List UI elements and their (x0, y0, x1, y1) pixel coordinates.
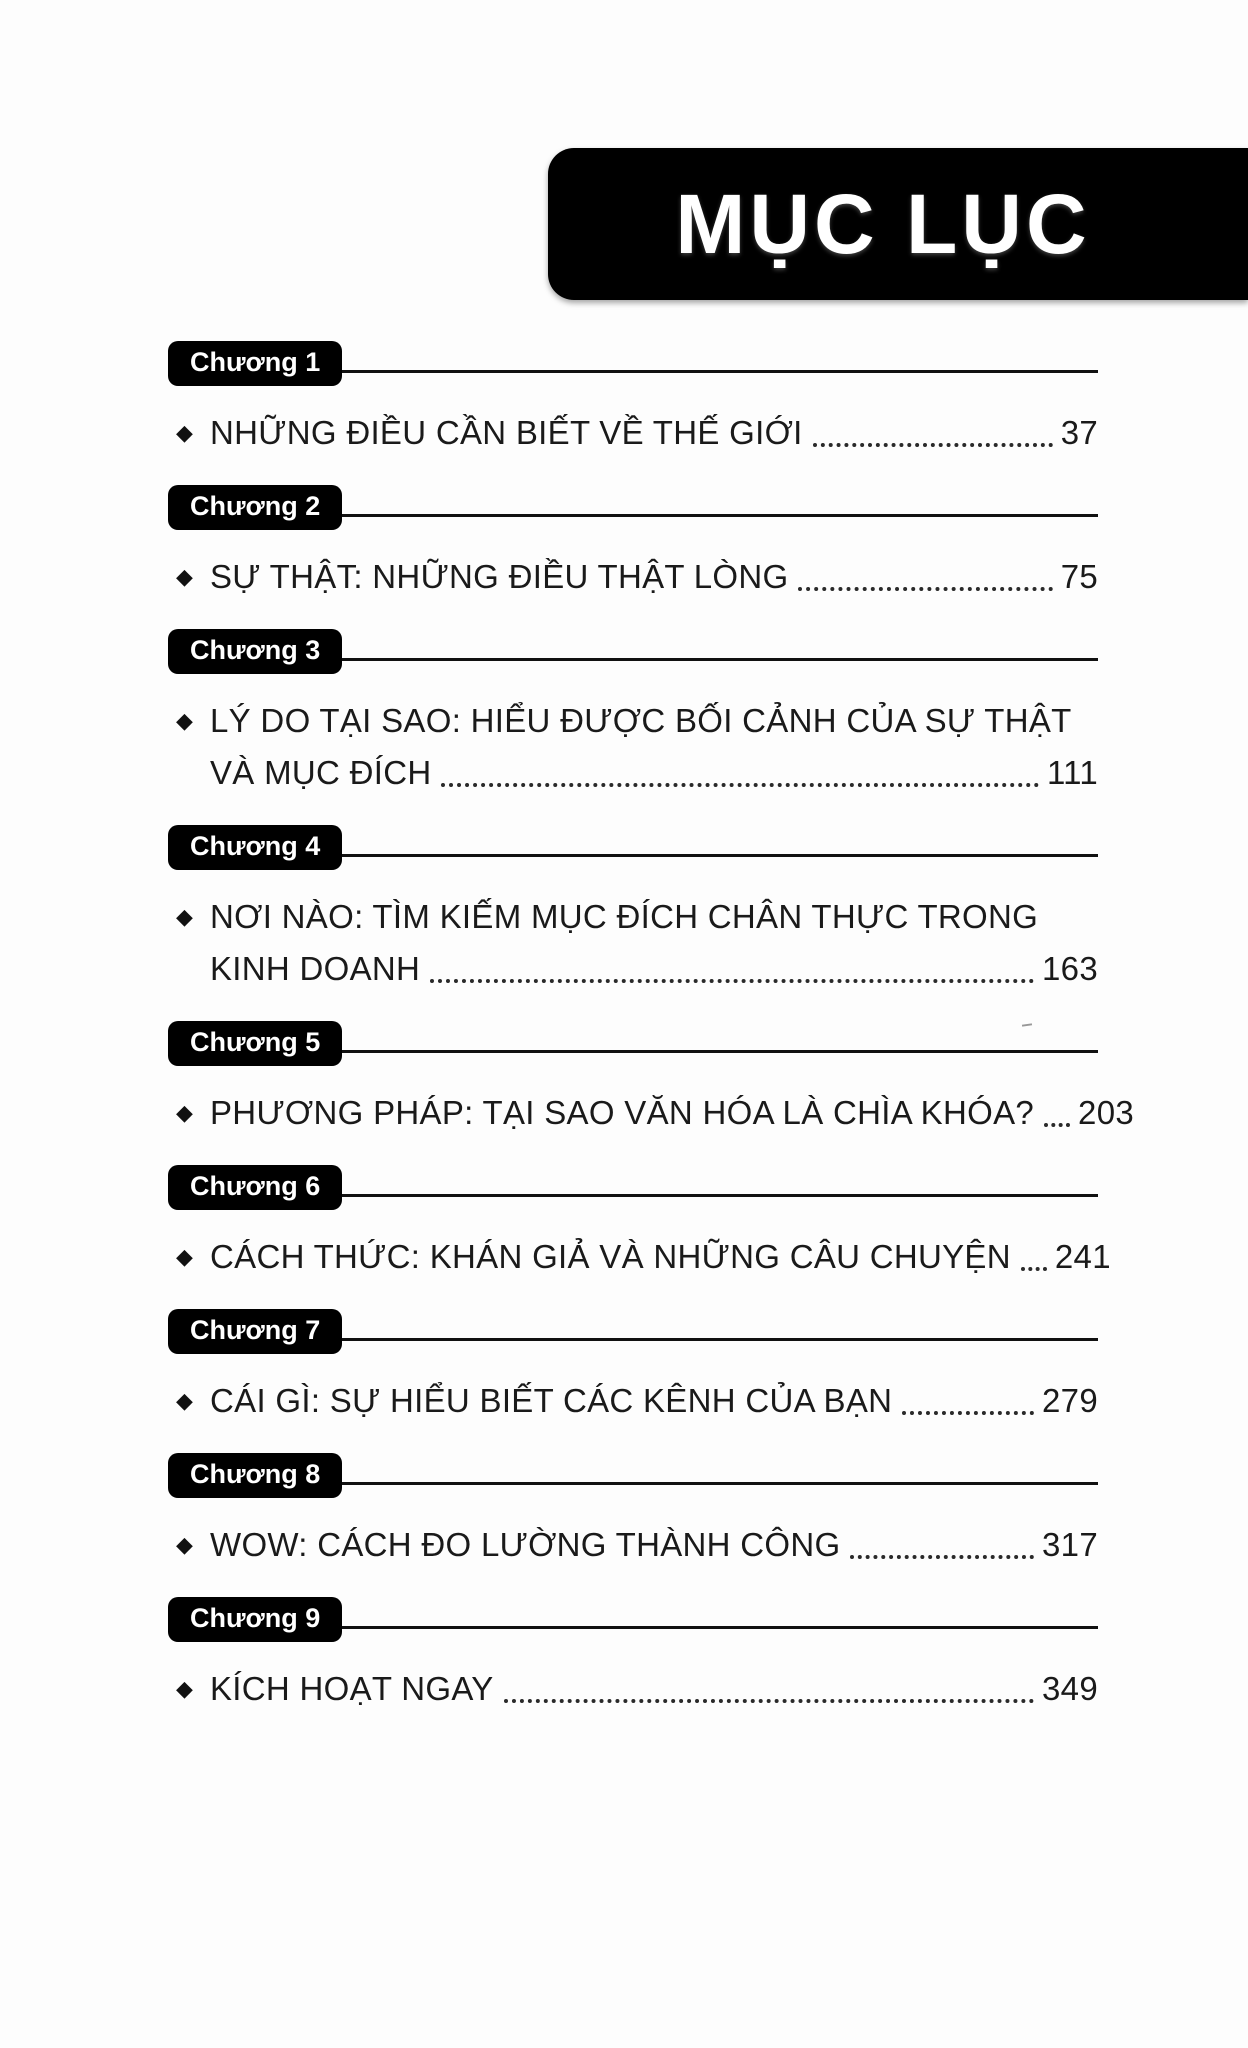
chapter-block (168, 1448, 1098, 1586)
toc-entry-body (210, 1090, 1134, 1136)
toc-entry[interactable] (168, 534, 1098, 618)
toc-page-number: 349 (1042, 1670, 1098, 1707)
chapter-tag: Chương 8 (168, 1453, 342, 1498)
toc-entry-title: NHỮNG ĐIỀU CẦN BIẾT VỀ THẾ GIỚI (210, 414, 803, 451)
chapter-tag-row (168, 1592, 1098, 1646)
toc-entry[interactable] (168, 390, 1098, 474)
bullet-icon: ◆ (176, 564, 193, 589)
toc-page-number: 241 (1054, 1238, 1111, 1275)
chapter-tag: Chương 4 (168, 825, 342, 870)
toc-entry-line (210, 554, 1098, 600)
toc-entry-title: CÁI GÌ: SỰ HIỂU BIẾT CÁC KÊNH CỦA BẠN (210, 1382, 893, 1419)
page-title: MỤC LỤC (675, 177, 1091, 271)
leader-dots (1021, 1266, 1047, 1271)
chapter-divider (338, 854, 1098, 857)
chapter-tag: Chương 7 (168, 1309, 342, 1354)
bullet-icon: ◆ (176, 1532, 193, 1557)
toc-entry[interactable] (168, 1358, 1098, 1442)
chapter-divider (338, 658, 1098, 661)
toc-entry-body (210, 894, 1098, 992)
bullet-icon: ◆ (176, 1388, 193, 1413)
toc-entry[interactable] (168, 678, 1098, 814)
toc-entry-title: NƠI NÀO: TÌM KIẾM MỤC ĐÍCH CHÂN THỰC TRONG (210, 898, 1039, 935)
chapter-divider (338, 514, 1098, 517)
chapter-tag: Chương 6 (168, 1165, 342, 1210)
toc-page-number: 317 (1042, 1526, 1098, 1563)
toc-entry-line (210, 1234, 1111, 1280)
table-of-contents (168, 336, 1135, 1736)
toc-entry-line (210, 698, 1098, 744)
leader-dots (441, 782, 1038, 787)
toc-page-number: 279 (1042, 1382, 1098, 1419)
chapter-tag-row (168, 480, 1098, 534)
toc-page-number: 37 (1060, 414, 1098, 451)
toc-entry-title: LÝ DO TẠI SAO: HIỂU ĐƯỢC BỐI CẢNH CỦA SỰ THẬT (210, 702, 1072, 739)
chapter-tag: Chương 1 (168, 341, 342, 386)
toc-entry-line (210, 1090, 1134, 1136)
toc-page-number: 163 (1042, 950, 1098, 987)
bullet-icon: ◆ (176, 1100, 193, 1125)
toc-entry-body (210, 1666, 1098, 1712)
chapter-block (168, 820, 1098, 1010)
leader-dots (1044, 1122, 1070, 1127)
toc-entry[interactable] (168, 1070, 1135, 1154)
bullet-icon: ◆ (176, 904, 193, 929)
toc-entry-title: WOW: CÁCH ĐO LƯỜNG THÀNH CÔNG (210, 1526, 841, 1563)
toc-page-number: 203 (1078, 1094, 1135, 1131)
toc-entry-line (210, 750, 1098, 796)
chapter-divider (338, 1194, 1098, 1197)
toc-entry-body (210, 698, 1098, 796)
bullet-icon: ◆ (176, 1244, 193, 1269)
chapter-tag: Chương 3 (168, 629, 342, 674)
toc-entry-title: CÁCH THỨC: KHÁN GIẢ VÀ NHỮNG CÂU CHUYỆN (210, 1238, 1011, 1275)
toc-entry-body (210, 1378, 1098, 1424)
chapter-tag-row (168, 624, 1098, 678)
chapter-tag-row (168, 820, 1098, 874)
leader-dots (798, 586, 1052, 591)
chapter-divider (338, 1482, 1098, 1485)
chapter-tag-row (168, 336, 1098, 390)
chapter-divider (338, 1626, 1098, 1629)
chapter-tag-row (168, 1304, 1098, 1358)
toc-page-number: 111 (1046, 754, 1098, 791)
bullet-icon: ◆ (176, 1676, 193, 1701)
chapter-divider (338, 1338, 1098, 1341)
toc-entry-body (210, 410, 1098, 456)
toc-entry-title: PHƯƠNG PHÁP: TẠI SAO VĂN HÓA LÀ CHÌA KHÓA? (210, 1094, 1035, 1131)
chapter-block (168, 1592, 1098, 1730)
chapter-tag: Chương 5 (168, 1021, 342, 1066)
toc-entry-line (210, 410, 1098, 456)
toc-entry-body (210, 554, 1098, 600)
chapter-tag-row (168, 1448, 1098, 1502)
chapter-tag-row (168, 1016, 1098, 1070)
chapter-divider (338, 370, 1098, 373)
toc-entry-line (210, 1666, 1098, 1712)
chapter-tag-row (168, 1160, 1098, 1214)
bullet-icon: ◆ (176, 420, 193, 445)
toc-entry-title: KÍCH HOẠT NGAY (210, 1670, 494, 1707)
chapter-block (168, 1016, 1135, 1154)
page-title-banner (548, 148, 1248, 300)
chapter-tag: Chương 2 (168, 485, 342, 530)
toc-entry[interactable] (168, 1502, 1098, 1586)
toc-entry[interactable] (168, 1214, 1111, 1298)
toc-entry-title-cont: KINH DOANH (210, 950, 421, 987)
leader-dots (902, 1410, 1034, 1415)
bullet-icon: ◆ (176, 708, 193, 733)
leader-dots (850, 1554, 1034, 1559)
toc-entry-line (210, 946, 1098, 992)
toc-entry-title: SỰ THẬT: NHỮNG ĐIỀU THẬT LÒNG (210, 558, 789, 595)
toc-entry-body (210, 1234, 1111, 1280)
toc-entry-title-cont: VÀ MỤC ĐÍCH (210, 754, 432, 791)
leader-dots (430, 978, 1034, 983)
leader-dots (813, 442, 1053, 447)
toc-page-number: 75 (1060, 558, 1098, 595)
toc-entry-body (210, 1522, 1098, 1568)
chapter-block (168, 1304, 1098, 1442)
chapter-block (168, 480, 1098, 618)
leader-dots (504, 1698, 1035, 1703)
chapter-block (168, 336, 1098, 474)
chapter-block (168, 1160, 1111, 1298)
toc-entry-line (210, 1378, 1098, 1424)
toc-entry[interactable] (168, 1646, 1098, 1730)
toc-entry[interactable] (168, 874, 1098, 1010)
toc-entry-line (210, 1522, 1098, 1568)
chapter-tag: Chương 9 (168, 1597, 342, 1642)
chapter-block (168, 624, 1098, 814)
chapter-divider (338, 1050, 1098, 1053)
toc-entry-line (210, 894, 1098, 940)
